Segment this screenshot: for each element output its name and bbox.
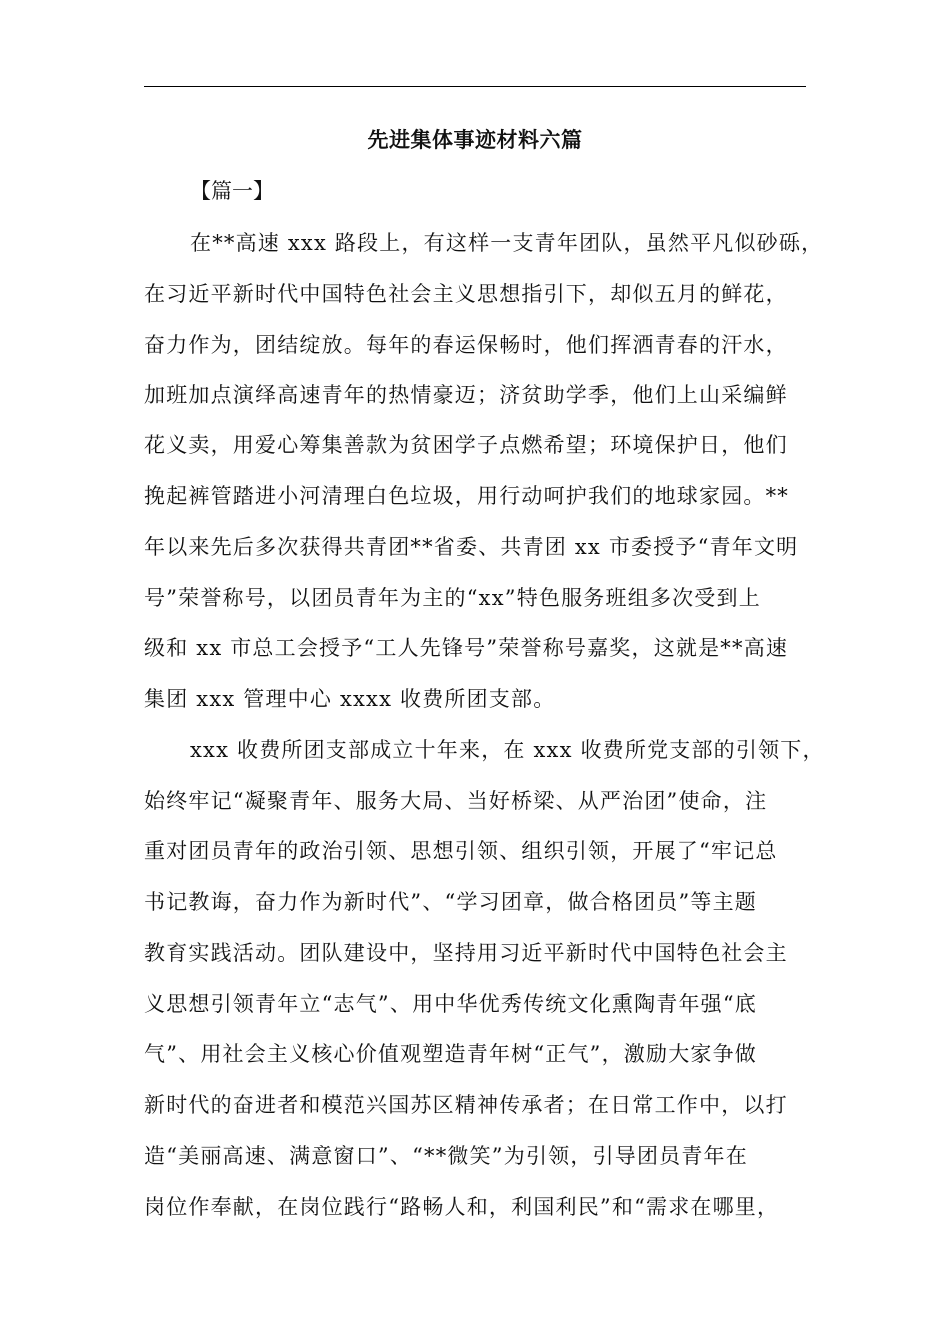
body-line: xxx 收费所团支部成立十年来，在 xxx 收费所党支部的引领下， bbox=[190, 738, 825, 762]
body-line: 义思想引领青年立“志气”、用中华优秀传统文化熏陶青年强“底 bbox=[144, 992, 758, 1016]
body-line: 号”荣誉称号，以团员青年为主的“xx”特色服务班组多次受到上 bbox=[144, 586, 761, 610]
body-line: 重对团员青年的政治引领、思想引领、组织引领，开展了“牢记总 bbox=[144, 839, 778, 863]
body-line: 在习近平新时代中国特色社会主义思想指引下，却似五月的鲜花， bbox=[144, 282, 788, 306]
section-heading: 【篇一】 bbox=[190, 179, 274, 203]
body-line: 始终牢记“凝聚青年、服务大局、当好桥梁、从严治团”使命，注 bbox=[144, 789, 768, 813]
body-line: 气”、用社会主义核心价值观塑造青年树“正气”，激励大家争做 bbox=[144, 1042, 758, 1066]
body-line: 岗位作奉献，在岗位践行“路畅人和，利国利民”和“需求在哪里， bbox=[144, 1195, 780, 1219]
body-line: 挽起裤管踏进小河清理白色垃圾，用行动呵护我们的地球家园。** bbox=[144, 484, 789, 508]
body-line: 教育实践活动。团队建设中，坚持用习近平新时代中国特色社会主 bbox=[144, 941, 788, 965]
body-line: 新时代的奋进者和模范兴国苏区精神传承者；在日常工作中，以打 bbox=[144, 1093, 788, 1117]
document-title: 先进集体事迹材料六篇 bbox=[367, 127, 583, 152]
body-line: 奋力作为，团结绽放。每年的春运保畅时，他们挥洒青春的汗水， bbox=[144, 333, 788, 357]
body-line: 年以来先后多次获得共青团**省委、共青团 xx 市委授予“青年文明 bbox=[144, 535, 799, 559]
header-rule bbox=[144, 86, 806, 87]
body-line: 集团 xxx 管理中心 xxxx 收费所团支部。 bbox=[144, 687, 556, 711]
body-line: 级和 xx 市总工会授予“工人先锋号”荣誉称号嘉奖，这就是**高速 bbox=[144, 636, 789, 660]
body-line: 在**高速 xxx 路段上，有这样一支青年团队，虽然平凡似砂砾， bbox=[190, 231, 824, 255]
body-line: 造“美丽高速、满意窗口”、“**微笑”为引领，引导团员青年在 bbox=[144, 1144, 748, 1168]
body-line: 书记教诲，奋力作为新时代”、“学习团章，做合格团员”等主题 bbox=[144, 890, 758, 914]
body-line: 花义卖，用爱心筹集善款为贫困学子点燃希望；环境保护日，他们 bbox=[144, 433, 788, 457]
body-line: 加班加点演绎高速青年的热情豪迈；济贫助学季，他们上山采编鲜 bbox=[144, 383, 788, 407]
